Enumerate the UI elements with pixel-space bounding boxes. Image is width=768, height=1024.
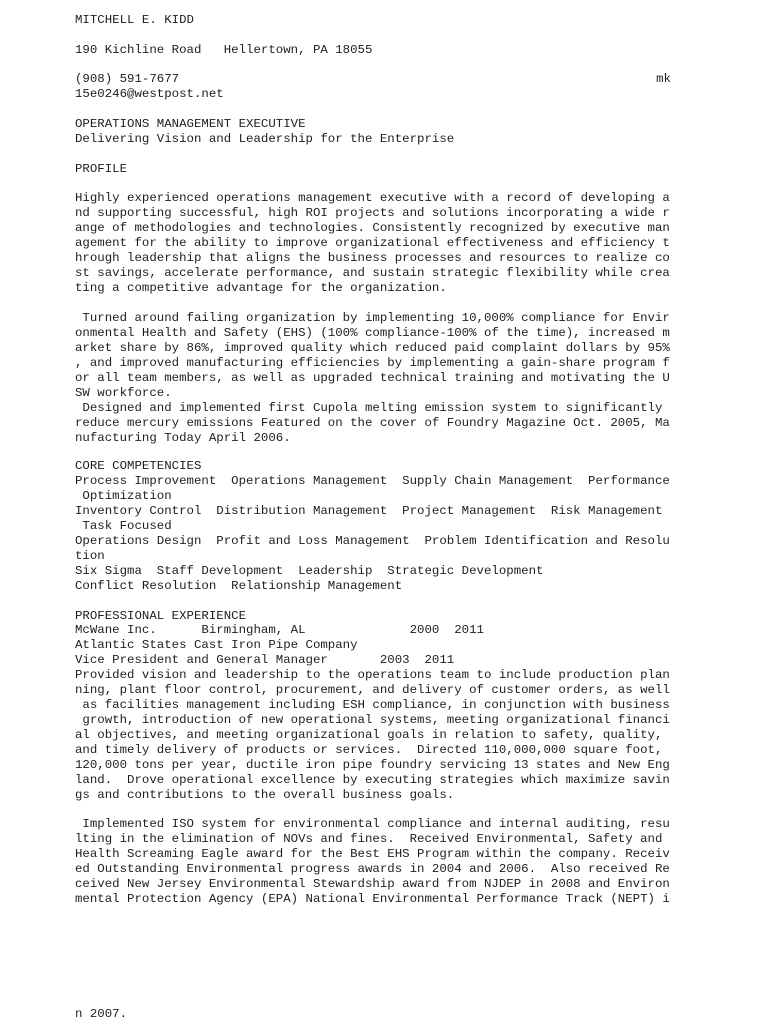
text-line: growth, introduction of new operational systems, meeting organizational financi (75, 713, 670, 727)
role-line: Vice President and General Manager 2003 2011 (75, 653, 455, 667)
text-line: ning, plant floor control, procurement, and delivery of customer orders, as well (75, 683, 670, 697)
continuation-line: n 2007. (75, 1007, 128, 1021)
text-line: Process Improvement Operations Management Supply Chain Management Performance (75, 474, 670, 488)
text-line: SW workforce. (75, 386, 172, 400)
text-line: land. Drove operational excellence by executing strategies which maximize savin (75, 773, 670, 787)
profile-heading: PROFILE (75, 162, 128, 176)
competencies-heading: CORE COMPETENCIES (75, 459, 202, 473)
text-line: Designed and implemented first Cupola melting emission system to significantly (75, 401, 663, 415)
text-line: al objectives, and meeting organizational goals in relation to safety, quality, (75, 728, 663, 742)
candidate-name: MITCHELL E. KIDD (75, 13, 194, 27)
text-line: Task Focused (75, 519, 172, 533)
text-line: ed Outstanding Environmental progress awards in 2004 and 2006. Also received Re (75, 862, 670, 876)
text-line: , and improved manufacturing efficiencies by implementing a gain-share program f (75, 356, 670, 370)
text-line: Highly experienced operations management executive with a record of developing a (75, 191, 670, 205)
text-line: and timely delivery of products or services. Directed 110,000,000 square foot, (75, 743, 663, 757)
text-line: Optimization (75, 489, 172, 503)
text-line: Inventory Control Distribution Management Project Management Risk Management (75, 504, 663, 518)
text-line: Conflict Resolution Relationship Management (75, 579, 403, 593)
text-line: Implemented ISO system for environmental compliance and internal auditing, resu (75, 817, 670, 831)
text-line: Health Screaming Eagle award for the Best EHS Program within the company. Receiv (75, 847, 670, 861)
text-line: tion (75, 549, 105, 563)
tagline: Delivering Vision and Leadership for the Enterprise (75, 132, 455, 146)
address-line: 190 Kichline Road Hellertown, PA 18055 (75, 43, 373, 57)
experience-heading: PROFESSIONAL EXPERIENCE (75, 609, 247, 623)
text-line: 120,000 tons per year, ductile iron pipe foundry servicing 13 states and New Eng (75, 758, 670, 772)
text-line: Provided vision and leadership to the operations team to include production plan (75, 668, 670, 682)
text-line: st savings, accelerate performance, and sustain strategic flexibility while crea (75, 266, 670, 280)
text-line: ting a competitive advantage for the organization. (75, 281, 447, 295)
text-line: nufacturing Today April 2006. (75, 431, 291, 445)
text-line: reduce mercury emissions Featured on the cover of Foundry Magazine Oct. 2005, Ma (75, 416, 670, 430)
text-line: hrough leadership that aligns the business processes and resources to realize co (75, 251, 670, 265)
text-line: onmental Health and Safety (EHS) (100% compliance-100% of the time), increased m (75, 326, 670, 340)
text-line: Six Sigma Staff Development Leadership Strategic Development (75, 564, 544, 578)
text-line: as facilities management including ESH compliance, in conjunction with business (75, 698, 670, 712)
text-line: gs and contributions to the overall business goals. (75, 788, 455, 802)
text-line: lting in the elimination of NOVs and fines. Received Environmental, Safety and (75, 832, 663, 846)
text-line: Operations Design Profit and Loss Management Problem Identification and Resolu (75, 534, 670, 548)
company-line: Atlantic States Cast Iron Pipe Company (75, 638, 358, 652)
text-line: nd supporting successful, high ROI projects and solutions incorporating a wide r (75, 206, 670, 220)
text-line: ange of methodologies and technologies. Consistently recognized by executive man (75, 221, 670, 235)
text-line: agement for the ability to improve organizational effectiveness and efficiency t (75, 236, 670, 250)
text-line: or all team members, as well as upgraded technical training and motivating the U (75, 371, 670, 385)
headline: OPERATIONS MANAGEMENT EXECUTIVE (75, 117, 306, 131)
employer-line: McWane Inc. Birmingham, AL 2000 2011 (75, 623, 484, 637)
text-line: ceived New Jersey Environmental Stewardship award from NJDEP in 2008 and Environ (75, 877, 670, 891)
text-line: Turned around failing organization by implementing 10,000% compliance for Envir (75, 311, 670, 325)
text-line: arket share by 86%, improved quality which reduced paid complaint dollars by 95% (75, 341, 670, 355)
initials: mk (656, 72, 671, 86)
text-line: mental Protection Agency (EPA) National Environmental Performance Track (NEPT) i (75, 892, 670, 906)
phone-number: (908) 591-7677 (75, 72, 180, 86)
email-address: 15e0246@westpost.net (75, 87, 224, 101)
